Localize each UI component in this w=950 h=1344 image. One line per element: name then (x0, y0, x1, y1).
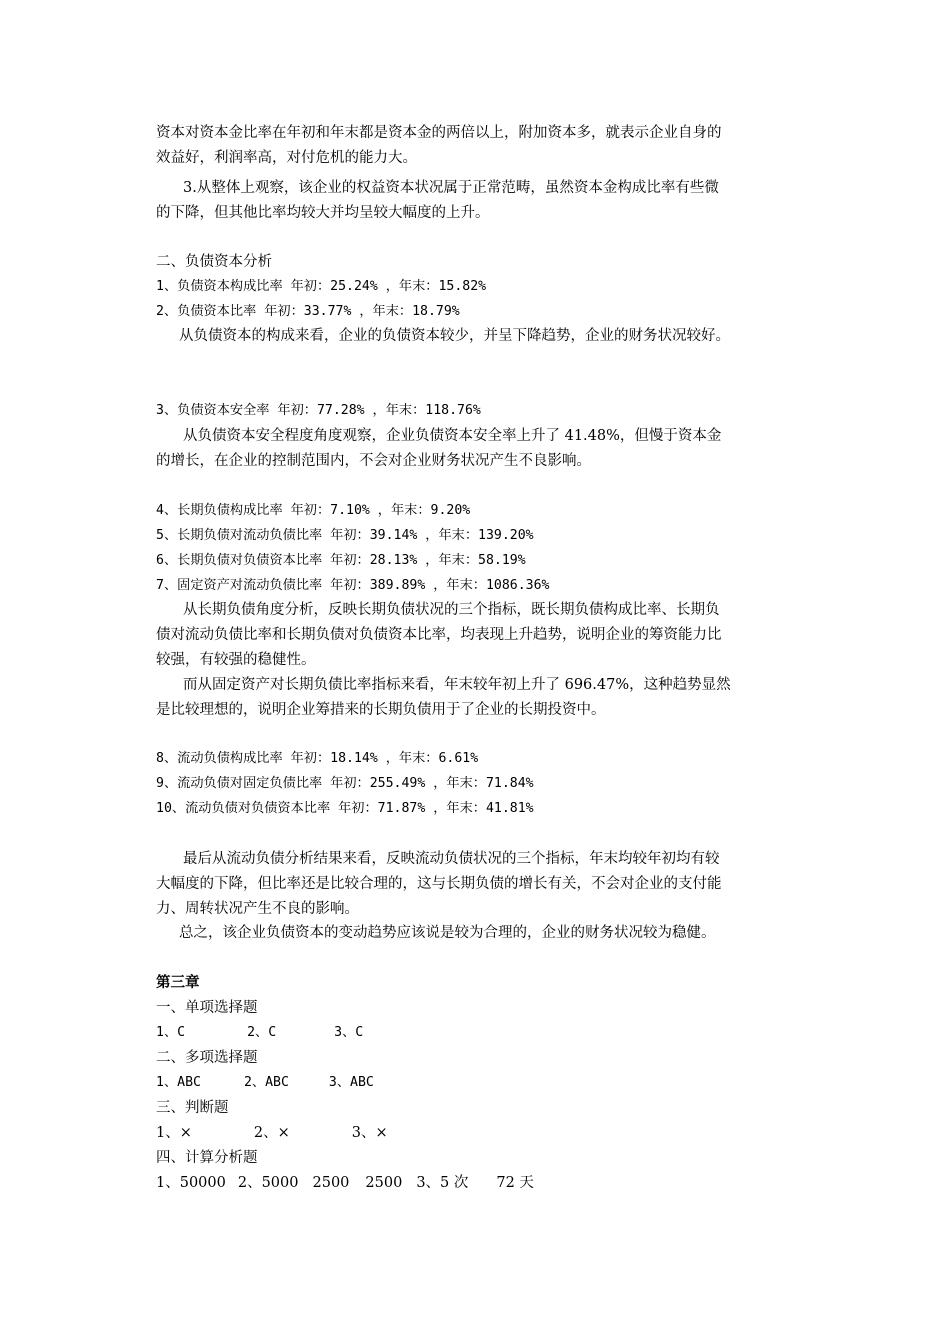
answer: 3、ABC (328, 1075, 374, 1090)
ratio-line: 9、流动负债对固定负债比率 年初：255.49% ，年末：71.84% (156, 776, 534, 791)
paragraph-line: 最后从流动负债分析结果来看，反映流动负债状况的三个指标，年末均较年初均有较 (183, 851, 720, 867)
paragraph-line: 资本对资本金比率在年初和年末都是资本金的两倍以上，附加资本多，就表示企业自身的 (156, 125, 722, 141)
ratio-line: 8、流动负债构成比率 年初：18.14% ，年末：6.61% (156, 751, 479, 766)
answer: 2500 (312, 1175, 350, 1191)
answer: 1、C (156, 1025, 186, 1040)
chapter-title: 第三章 (156, 975, 200, 991)
paragraph-line: 效益好，利润率高，对付危机的能力大。 (156, 150, 417, 166)
section-title: 四、计算分析题 (156, 1150, 258, 1166)
answer: 2、× (253, 1125, 290, 1141)
ratio-line: 3、负债资本安全率 年初：77.28% ，年末：118.76% (156, 403, 481, 418)
answer: 3、5 次 (416, 1175, 469, 1191)
section-title: 二、负债资本分析 (156, 254, 272, 270)
paragraph-line: 大幅度的下降，但比率还是比较合理的，这与长期负债的增长有关，不会对企业的支付能 (156, 876, 722, 892)
answer-line (156, 1073, 374, 1093)
section-title: 三、判断题 (156, 1100, 229, 1116)
answer-line (156, 1123, 388, 1143)
paragraph-line: 的增长，在企业的控制范围内，不会对企业财务状况产生不良影响。 (156, 453, 591, 469)
ratio-line: 5、长期负债对流动负债比率 年初：39.14% ，年末：139.20% (156, 528, 534, 543)
answer-line (156, 1023, 363, 1043)
answer: 72 天 (496, 1175, 534, 1191)
ratio-line: 1、负债资本构成比率 年初：25.24% ，年末：15.82% (156, 279, 487, 294)
section-title: 一、单项选择题 (156, 1000, 258, 1016)
paragraph-line: 从负债资本安全程度角度观察，企业负债资本安全率上升了 41.48%，但慢于资本金 (183, 428, 722, 444)
ratio-line: 7、固定资产对流动负债比率 年初：389.89% ，年末：1086.36% (156, 578, 550, 593)
ratio-line: 6、长期负债对负债资本比率 年初：28.13% ，年末：58.19% (156, 553, 526, 568)
paragraph-line: 较强，有较强的稳健性。 (156, 652, 316, 668)
paragraph-line: 债对流动负债比率和长期负债对负债资本比率，均表现上升趋势，说明企业的筹资能力比 (156, 627, 722, 643)
paragraph-line: 的下降，但其他比率均较大并均呈较大幅度的上升。 (156, 205, 490, 221)
answer: 2、5000 (237, 1175, 299, 1191)
section-title: 二、多项选择题 (156, 1050, 258, 1066)
answer: 1、50000 (156, 1175, 226, 1191)
ratio-line: 4、长期负债构成比率 年初：7.10% ，年末：9.20% (156, 503, 471, 518)
answer: 2、ABC (243, 1075, 289, 1090)
paragraph-line: 3.从整体上观察，该企业的权益资本状况属于正常范畴，虽然资本金构成比率有些微 (183, 180, 719, 196)
answer: 2、C (247, 1025, 277, 1040)
paragraph-line: 从负债资本的构成来看，企业的负债资本较少，并呈下降趋势，企业的财务状况较好。 (179, 328, 730, 344)
paragraph-line: 从长期负债角度分析，反映长期负债状况的三个指标，既长期负债构成比率、长期负 (183, 602, 720, 618)
paragraph-line: 是比较理想的，说明企业筹措来的长期负债用于了企业的长期投资中。 (156, 702, 606, 718)
answer: 1、ABC (156, 1075, 201, 1090)
paragraph-line: 而从固定资产对长期负债比率指标来看，年末较年初上升了 696.47%，这种趋势显然 (183, 677, 731, 693)
answer: 3、× (351, 1125, 388, 1141)
ratio-line: 10、流动负债对负债资本比率 年初：71.87% ，年末：41.81% (156, 801, 534, 816)
answer: 2500 (365, 1175, 403, 1191)
ratio-line: 2、负债资本比率 年初：33.77% ，年末：18.79% (156, 304, 460, 319)
answer: 1、× (156, 1125, 192, 1141)
answer: 3、C (334, 1025, 364, 1040)
paragraph-line: 力、周转状况产生不良的影响。 (156, 901, 359, 917)
paragraph-line: 总之，该企业负债资本的变动趋势应该说是较为合理的，企业的财务状况较为稳健。 (179, 925, 716, 941)
answer-line (156, 1173, 534, 1193)
